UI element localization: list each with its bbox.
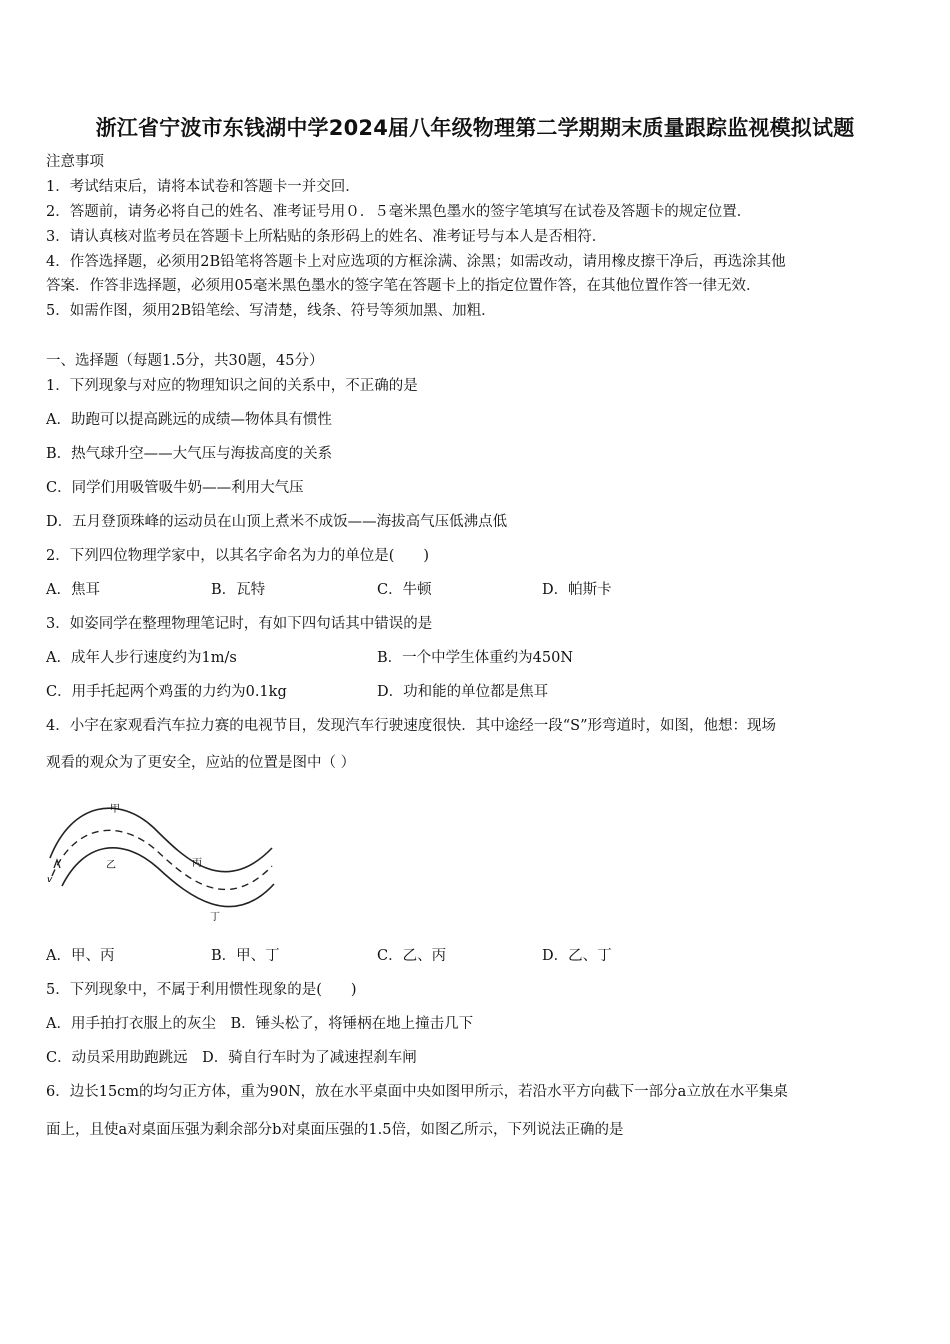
notice-item: 1．考试结束后，请将本试卷和答题卡一并交回． — [46, 179, 360, 195]
question-4-stem-continued: 观看的观众为了更安全，应站的位置是图中（ ） — [46, 755, 356, 771]
notice-item: 3．请认真核对监考员在答题卡上所粘贴的条形码上的姓名、准考证号与本人是否相符． — [46, 229, 607, 245]
question-5-options-cd: C．动员采用助跑跳远 D．骑自行车时为了减速捏刹车闸 — [46, 1050, 417, 1066]
section-heading: 一、选择题（每题1.5分，共30题，45分） — [46, 353, 324, 369]
question-6-stem: 6．边长15cm的均匀正方体，重为90N，放在水平桌面中央如图甲所示，若沿水平方向截下一部分a立放在水平集桌 — [46, 1084, 788, 1100]
question-2-option-b: B．瓦特 — [211, 582, 266, 598]
question-5-stem: 5．下列现象中，不属于利用惯性现象的是( ) — [46, 982, 357, 998]
notice-item: 5．如需作图，须用2B铅笔绘、写清楚，线条、符号等须加黑、加粗． — [46, 303, 496, 319]
notice-item: 2．答题前，请务必将自己的姓名、准考证号用０．５毫米黑色墨水的签字笔填写在试卷及答题卡的规定位置． — [46, 204, 752, 220]
label-ding: 丁 — [210, 912, 220, 923]
label-velocity: v — [47, 875, 53, 885]
question-2-option-a: A．焦耳 — [46, 582, 100, 598]
question-4-option-b: B．甲、丁 — [211, 948, 280, 964]
label-bing: 丙 — [192, 858, 202, 869]
question-4-option-a: A．甲、丙 — [46, 948, 115, 964]
road-outer-edge — [50, 808, 272, 872]
road-inner-edge — [62, 848, 274, 907]
s-curve-road-figure — [44, 800, 284, 925]
question-3-option-d: D．功和能的单位都是焦耳 — [377, 684, 549, 700]
question-4-option-c: C．乙、丙 — [377, 948, 447, 964]
question-2-option-c: C．牛顿 — [377, 582, 432, 598]
question-1-option-c: C．同学们用吸管吸牛奶——利用大气压 — [46, 480, 304, 496]
question-6-stem-continued: 面上，且使a对桌面压强为剩余部分b对桌面压强的1.5倍，如图乙所示，下列说法正确的是 — [46, 1122, 624, 1138]
question-3-option-b: B．一个中学生体重约为450N — [377, 650, 574, 666]
question-1-stem: 1．下列现象与对应的物理知识之间的关系中，不正确的是 — [46, 378, 418, 394]
road-center-line — [52, 830, 272, 889]
label-jia: 甲 — [110, 804, 120, 815]
notice-item: 答案．作答非选择题，必须用05毫米黑色墨水的签字笔在答题卡上的指定位置作答，在其他位置作答一律无效． — [46, 278, 761, 294]
label-yi: 乙 — [106, 860, 116, 871]
notice-heading: 注意事项 — [46, 154, 104, 170]
question-3-option-a: A．成年人步行速度约为1m/s — [46, 650, 237, 666]
question-3-stem: 3．如姿同学在整理物理笔记时，有如下四句话其中错误的是 — [46, 616, 433, 632]
question-2-option-d: D．帕斯卡 — [542, 582, 612, 598]
question-4-option-d: D．乙、丁 — [542, 948, 612, 964]
question-5-options-ab: A．用手拍打衣服上的灰尘 B．锤头松了，将锤柄在地上撞击几下 — [46, 1016, 474, 1032]
notice-item: 4．作答选择题，必须用2B铅笔将答题卡上对应选项的方框涂满、涂黑；如需改动，请用橡皮擦干净后，再选涂其他 — [46, 254, 786, 270]
question-1-option-a: A．助跑可以提高跳远的成绩—物体具有惯性 — [46, 412, 332, 428]
question-4-stem: 4．小宇在家观看汽车拉力赛的电视节目，发现汽车行驶速度很快．其中途经一段“S”形弯道时，如图，他想：现场 — [46, 718, 776, 734]
question-1-option-d: D．五月登顶珠峰的运动员在山顶上煮米不成饭——海拔高气压低沸点低 — [46, 514, 508, 530]
question-2-stem: 2．下列四位物理学家中，以其名字命名为力的单位是( ) — [46, 548, 430, 564]
question-3-option-c: C．用手托起两个鸡蛋的力约为0.1kg — [46, 684, 287, 700]
question-1-option-b: B．热气球升空——大气压与海拔高度的关系 — [46, 446, 333, 462]
page-title: 浙江省宁波市东钱湖中学2024届八年级物理第二学期期末质量跟踪监视模拟试题 — [95, 116, 855, 140]
